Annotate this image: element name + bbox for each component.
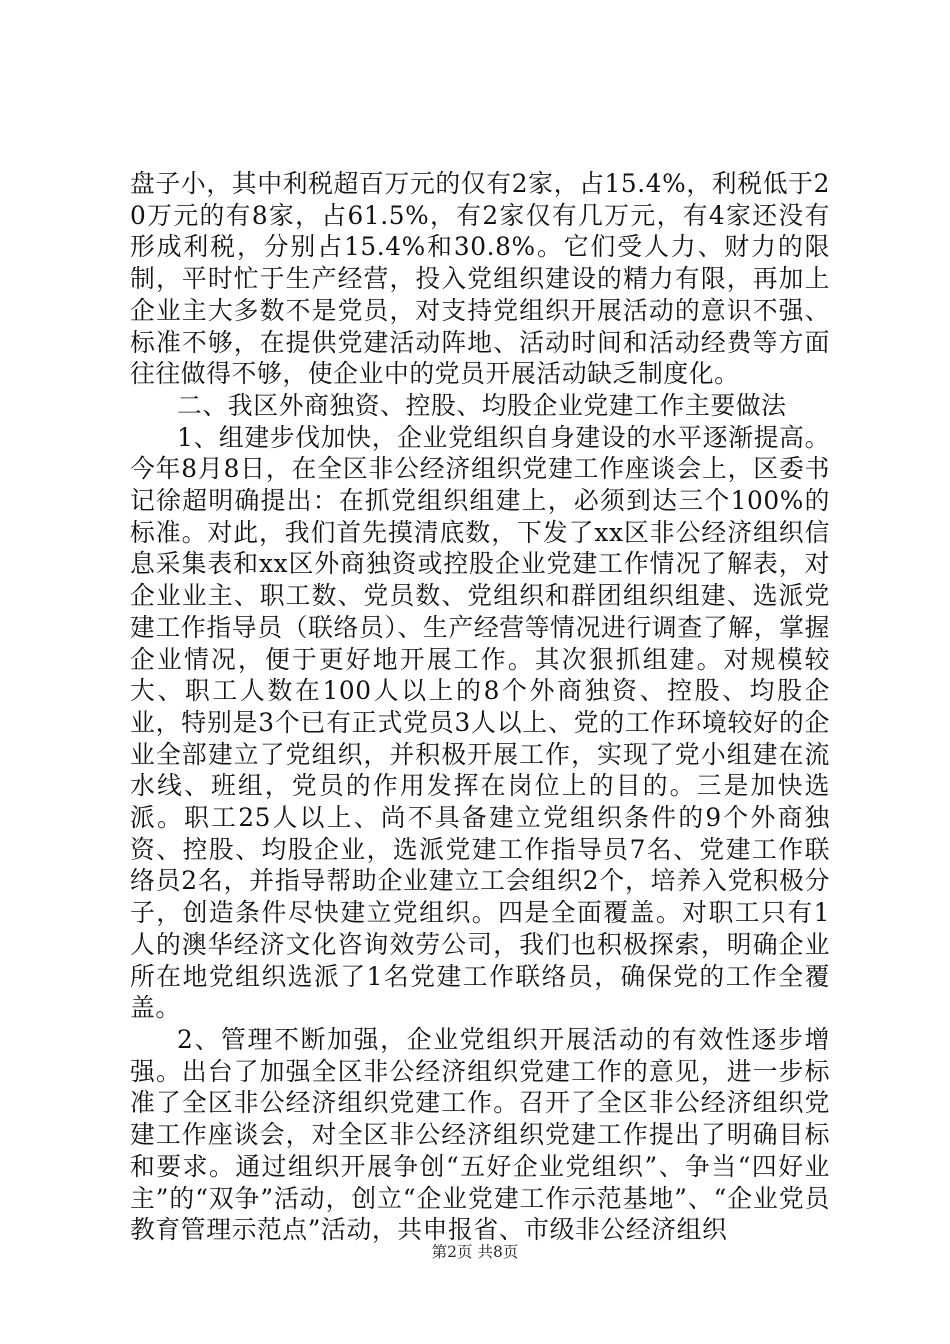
page-number-footer: 第2页 共8页	[431, 1243, 519, 1261]
document-body	[130, 168, 830, 1246]
paragraph-item-1: 1、组建步伐加快，企业党组织自身建设的水平逐渐提高。今年8月8日，在全区非公经济组织党建工作座谈会上，区委书记徐超明确提出：在抓党组织组建上，必须到达三个100%的标准。对此，我们首先摸清底数，下发了xx区非公经济组织信息采集表和xx区外商独资或控股企业党建工作情况了解表，对企业业主、职工数、党员数、党组织和群团组织组建、选派党建工作指导员（联络员）、生产经营等情况进行调查了解，掌握企业情况，便于更好地开展工作。其次狠抓组建。对规模较大、职工人数在100人以上的8个外商独资、控股、均股企业，特别是3个已有正式党员3人以上、党的工作环境较好的企业全部建立了党组织，并积极开展工作，实现了党小组建在流水线、班组，党员的作用发挥在岗位上的目的。三是加快选派。职工25人以上、尚不具备建立党组织条件的9个外商独资、控股、均股企业，选派党建工作指导员7名、党建工作联络员2名，并指导帮助企业建立工会组织2个，培养入党积极分子，创造条件尽快建立党组织。四是全面覆盖。对职工只有1人的澳华经济文化咨询效劳公司，我们也积极探索，明确企业所在地党组织选派了1名党建工作联络员，确保党的工作全覆盖。	[130, 422, 830, 1023]
paragraph-continued: 盘子小，其中利税超百万元的仅有2家，占15.4%，利税低于20万元的有8家，占61.5%，有2家仅有几万元，有4家还没有形成利税，分别占15.4%和30.8%。它们受人力、财力的限制，平时忙于生产经营，投入党组织建设的精力有限，再加上企业主大多数不是党员，对支持党组织开展活动的意识不强、标准不够，在提供党建活动阵地、活动时间和活动经费等方面往往做得不够，使企业中的党员开展活动缺乏制度化。	[130, 169, 830, 389]
section-heading: 二、我区外商独资、控股、均股企业党建工作主要做法	[177, 390, 787, 420]
paragraph-item-2: 2、管理不断加强，企业党组织开展活动的有效性逐步增强。出台了加强全区非公经济组织党建工作的意见，进一步标准了全区非公经济组织党建工作。召开了全区非公经济组织党建工作座谈会，对全区非公经济组织党建工作提出了明确目标和要求。通过组织开展争创“五好企业党组织”、争当“四好业主”的“双争”活动，创立“企业党建工作示范基地”、“企业党员教育管理示范点”活动，共申报省、市级非公经济组织	[130, 1024, 830, 1245]
